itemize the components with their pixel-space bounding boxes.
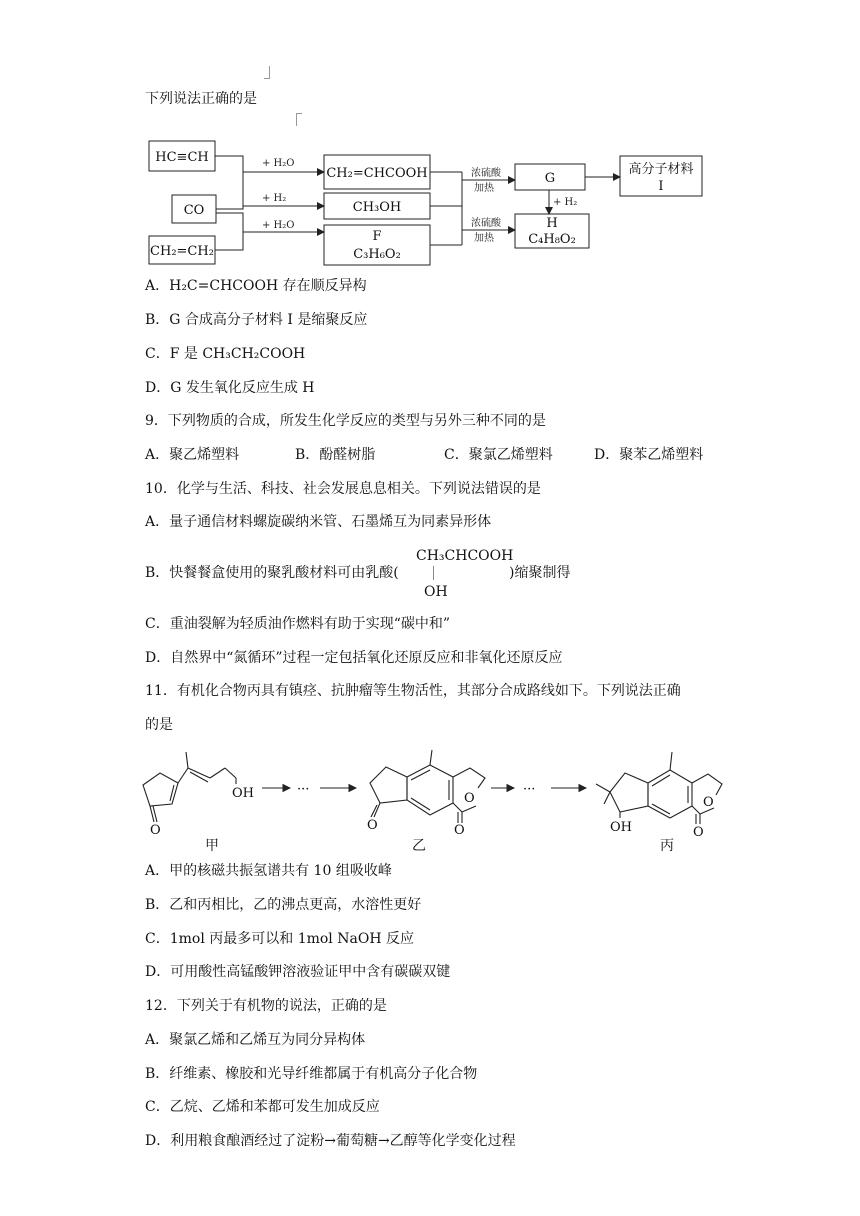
yi-o-label-2: O <box>454 823 465 838</box>
yi-o-label-1: O <box>367 818 378 833</box>
q10-stem: 10．化学与生活、科技、社会发展息息相关。下列说法错误的是 <box>145 481 541 497</box>
q8-option-b: B．G 合成高分子材料 I 是缩聚反应 <box>145 312 368 328</box>
q9-option-d: D．聚苯乙烯塑料 <box>594 447 704 463</box>
lactic-acid-formula-bottom: OH <box>424 584 448 600</box>
label-polymer-i: I <box>658 179 664 194</box>
q9-option-c: C．聚氯乙烯塑料 <box>444 447 553 463</box>
condition-2b: 加热 <box>474 233 494 244</box>
label-acrylic-acid: CH₂=CHCOOH <box>326 166 428 181</box>
jia-oh-label: OH <box>232 786 254 801</box>
q9-option-a: A．聚乙烯塑料 <box>145 447 240 463</box>
q12-stem: 12．下列关于有机物的说法，正确的是 <box>145 998 387 1014</box>
label-ethene: CH₂=CH₂ <box>150 244 214 259</box>
q10-option-a: A．量子通信材料螺旋碳纳米管、石墨烯互为同素异形体 <box>145 514 492 530</box>
q12-option-a: A．聚氯乙烯和乙烯互为同分异构体 <box>145 1032 366 1048</box>
q10-option-b-prefix: B．快餐餐盒使用的聚乳酸材料可由乳酸( <box>145 565 399 581</box>
q9-option-b: B．酚醛树脂 <box>295 447 376 463</box>
q11-option-c: C．1mol 丙最多可以和 1mol NaOH 反应 <box>145 931 414 947</box>
label-methanol: CH₃OH <box>352 200 402 215</box>
label-g: G <box>544 171 556 186</box>
reaction-flow-diagram <box>0 0 860 280</box>
label-co: CO <box>183 203 205 218</box>
compound-bing-label: 丙 <box>660 838 674 854</box>
condition-1b: 加热 <box>474 183 494 194</box>
lactic-acid-bond <box>433 566 434 580</box>
q11-stem-line1: 11．有机化合物丙具有镇痉、抗肿瘤等生物活性，其部分合成路线如下。下列说法正确 <box>145 683 681 699</box>
reagent-g-hydrogen: + H₂ <box>553 197 578 208</box>
route-dots-2: ··· <box>523 782 536 797</box>
q8-option-d: D．G 发生氧化反应生成 H <box>145 380 315 396</box>
q10-option-b-suffix: )缩聚制得 <box>509 565 571 581</box>
label-h-formula: C₄H₈O₂ <box>528 232 576 247</box>
reagent-water-1: + H₂O <box>262 158 295 169</box>
q12-option-d: D．利用粮食酿酒经过了淀粉→葡萄糖→乙醇等化学变化过程 <box>145 1133 516 1149</box>
q8-option-a: A．H₂C=CHCOOH 存在顺反异构 <box>145 278 367 294</box>
bing-o-label: O <box>693 825 704 840</box>
q8-option-c: C．F 是 CH₃CH₂COOH <box>145 346 306 362</box>
compound-jia-label: 甲 <box>205 838 219 854</box>
q11-option-a: A．甲的核磁共振氢谱共有 10 组吸收峰 <box>145 863 392 879</box>
q10-option-c: C．重油裂解为轻质油作燃料有助于实现“碳中和” <box>145 616 451 632</box>
label-polymer: 高分子材料 <box>628 162 694 177</box>
q12-option-b: B．纤维素、橡胶和光导纤维都属于有机高分子化合物 <box>145 1066 478 1082</box>
condition-1a: 浓硫酸 <box>471 168 501 179</box>
label-h: H <box>546 216 558 231</box>
yi-ring-o-label: O <box>464 791 475 806</box>
label-f-formula: C₃H₆O₂ <box>353 247 401 262</box>
condition-2a: 浓硫酸 <box>471 218 501 229</box>
q10-option-d: D．自然界中“氮循环”过程一定包括氧化还原反应和非氧化还原反应 <box>145 650 563 666</box>
bing-ring-o-label: O <box>703 795 714 810</box>
bing-pentagon <box>610 773 648 812</box>
label-f: F <box>372 229 382 244</box>
reagent-water-2: + H₂O <box>262 220 295 231</box>
bing-benzene <box>648 770 692 818</box>
bing-oh-label: OH <box>610 820 632 835</box>
yi-pentagon <box>370 767 407 803</box>
route-dots-1: ··· <box>297 782 310 797</box>
q12-option-c: C．乙烷、乙烯和苯都可发生加成反应 <box>145 1099 380 1115</box>
yi-benzene <box>407 765 453 815</box>
q11-option-d: D．可用酸性高锰酸钾溶液验证甲中含有碳碳双键 <box>145 964 451 980</box>
jia-o-label: O <box>150 823 161 838</box>
q11-stem-line2: 的是 <box>145 717 173 733</box>
reagent-hydrogen: + H₂ <box>262 193 287 204</box>
label-acetylene: HC≡CH <box>155 150 209 165</box>
q11-option-b: B．乙和丙相比，乙的沸点更高，水溶性更好 <box>145 897 422 913</box>
lactic-acid-formula-top: CH₃CHCOOH <box>416 548 514 564</box>
synthesis-route-diagram <box>0 740 860 860</box>
q9-stem: 9．下列物质的合成，所发生化学反应的类型与另外三种不同的是 <box>145 413 546 429</box>
q8-stem: 下列说法正确的是 <box>145 91 257 107</box>
compound-yi-label: 乙 <box>412 838 426 854</box>
